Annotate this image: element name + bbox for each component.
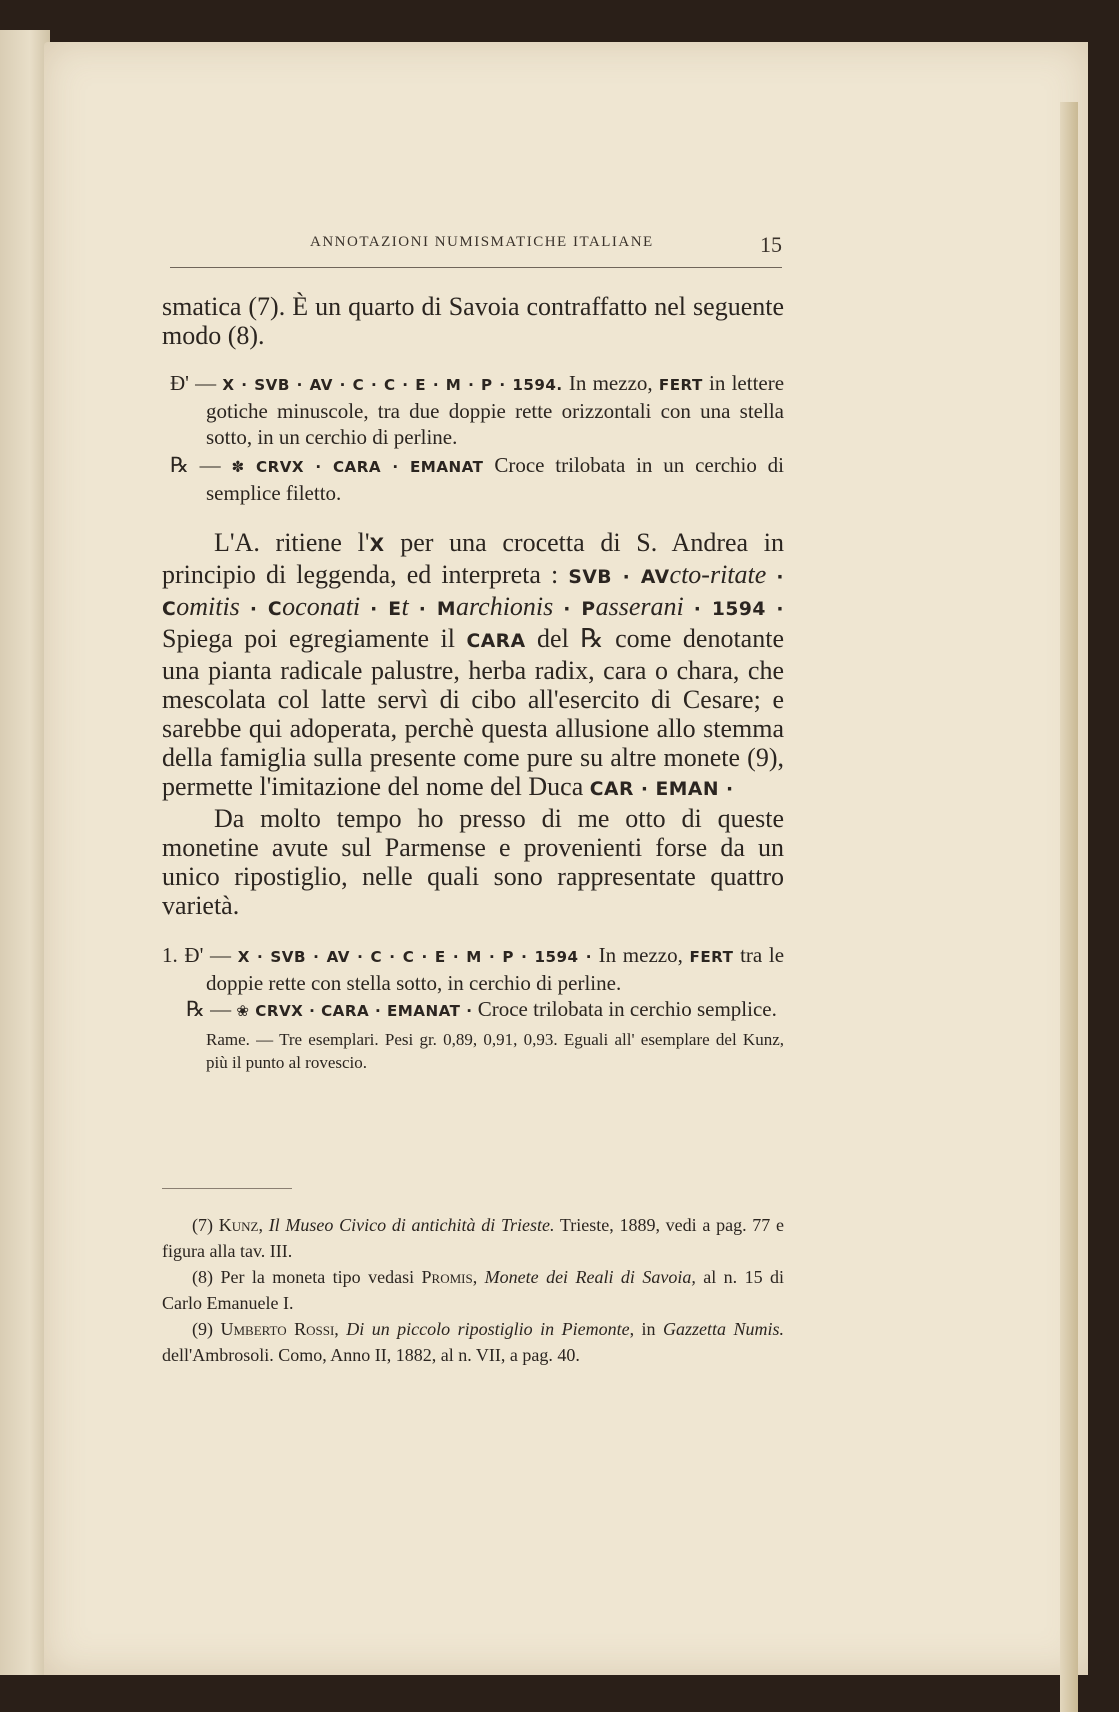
fn8-rest: al n. 15 di Carlo Emanuele I. — [162, 1267, 785, 1313]
header-rule — [170, 267, 782, 268]
paragraph-3: Da molto tempo ho presso di me otto di queste monetine avute sul Parmense e provenienti forse da un unico ripostiglio, nelle quali sono rappresentate quattro varietà. — [162, 804, 784, 920]
p2-text-b: per una crocetta di S. Andrea in principio di leggenda, ed interpreta : — [162, 528, 784, 589]
variety-1-obverse — [162, 942, 784, 996]
p2-c: · C — [162, 567, 785, 620]
footnotes — [162, 1212, 784, 1368]
obverse-description — [170, 370, 785, 450]
p2-passerani: asserani — [595, 592, 684, 621]
fn7-rest: Trieste, 1889, vedi a pag. 77 e figura alla tav. III. — [162, 1215, 785, 1261]
p2-svb: SVB · AV — [568, 567, 670, 588]
p2-ctoritate: cto-ritate — [669, 560, 767, 589]
obverse-text-2: in lettere gotiche minuscole, tra due doppie rette orizzontali con una stella sotto, in un cerchio di perline. — [206, 371, 785, 449]
footnote-rule — [162, 1188, 292, 1189]
obverse-mark: Ð' — — [170, 371, 217, 395]
variety-1-obverse-mark: Ð' — — [184, 943, 232, 967]
reverse-legend: ✽ CRVX · CARA · EMANAT — [231, 458, 484, 476]
p2-text-a: L'A. ritiene l' — [214, 528, 370, 557]
main-text — [162, 292, 784, 1074]
fn9-title: Di un piccolo ripostiglio in Piemonte — [346, 1319, 630, 1339]
p2-t: t — [401, 592, 409, 621]
fn9-author: Umberto Rossi, — [220, 1319, 339, 1339]
reverse-text: Croce trilobata in un cerchio di semplice filetto. — [206, 453, 785, 505]
variety-1-fert: FERT — [689, 948, 734, 966]
running-header — [170, 232, 782, 272]
p2-coconati: oconati — [282, 592, 361, 621]
fn7-author: Kunz, — [218, 1215, 263, 1235]
fn9-number: (9) — [192, 1319, 213, 1339]
variety-1-obverse-text: In mezzo, — [598, 943, 683, 967]
page-stack-edge — [1060, 102, 1078, 1712]
page-number: 15 — [760, 232, 782, 257]
variety-1-reverse — [186, 996, 784, 1024]
variety-1-note: Rame. — Tre esemplari. Pesi gr. 0,89, 0,91, 0,93. Eguali all' esemplare del Kunz, più il punto al rovescio. — [206, 1030, 784, 1072]
obverse-text: In mezzo, — [568, 371, 653, 395]
p2-marchionis: archionis — [456, 592, 554, 621]
footnote-9 — [162, 1316, 784, 1368]
fn8-number: (8) — [192, 1267, 213, 1287]
variety-1-reverse-text: Croce trilobata in cerchio semplice. — [477, 997, 777, 1021]
variety-1-reverse-mark: ℞ — — [186, 997, 232, 1021]
fn7-number: (7) — [192, 1215, 213, 1235]
variety-1-obverse-legend: X · SVB · AV · C · C · E · M · P · 1594 · — [237, 948, 592, 966]
paragraph-1: smatica (7). È un quarto di Savoia contraffatto nel seguente modo (8). — [162, 292, 784, 350]
reverse-mark: ℞ — — [170, 453, 221, 477]
p2-m: · M — [418, 599, 457, 620]
paragraph-2 — [162, 528, 784, 804]
p2-text-d: del ℞ come denotante una pianta radicale palustre, herba radix, cara o chara, che mescolata col latte servì di cibo all'esercito di Cesare; e sarebbe qui adoperata, perchè questa allusione allo stemma della famiglia sulla presente come pure su altre monete (9), permette l'imitazione del nome del Duca — [162, 624, 784, 801]
p2-text-c: Spiega poi egregiamente il — [162, 624, 455, 653]
p2-e: · E — [370, 599, 402, 620]
p2-comitis: omitis — [176, 592, 240, 621]
fn9-mid: , in — [629, 1319, 656, 1339]
p2-c2: · C — [249, 599, 283, 620]
p2-p: · P — [563, 599, 596, 620]
p2-year: · 1594 · — [693, 599, 785, 620]
variety-1-obverse-text-2: tra le doppie rette con stella sotto, in cerchio di perline. — [206, 943, 785, 995]
obverse-legend: X · SVB · AV · C · C · E · M · P · 1594. — [222, 376, 563, 394]
p2-cara: CARA — [466, 631, 526, 652]
previous-page-edge — [0, 30, 50, 1675]
fn8-title: Monete dei Reali di Savoia, — [484, 1267, 696, 1287]
running-title: ANNOTAZIONI NUMISMATICHE ITALIANE — [310, 234, 654, 250]
variety-number: 1. — [162, 943, 178, 967]
fn9-journal: Gazzetta Numis. — [663, 1319, 784, 1339]
obverse-fert: FERT — [658, 376, 703, 394]
fn7-title: Il Museo Civico di antichità di Trieste. — [268, 1215, 555, 1235]
p2-x: X — [369, 535, 385, 556]
fn8-pre: Per la moneta tipo vedasi — [220, 1267, 415, 1287]
fn9-rest: dell'Ambrosoli. Como, Anno II, 1882, al n. VII, a pag. 40. — [162, 1345, 580, 1365]
variety-1-reverse-legend: ❀ CRVX · CARA · EMANAT · — [236, 1002, 473, 1020]
footnote-8 — [162, 1264, 784, 1316]
p2-car-eman: CAR · EMAN · — [589, 779, 734, 800]
footnote-7 — [162, 1212, 784, 1264]
reverse-description — [170, 452, 785, 506]
fn8-author: Promis, — [421, 1267, 478, 1287]
